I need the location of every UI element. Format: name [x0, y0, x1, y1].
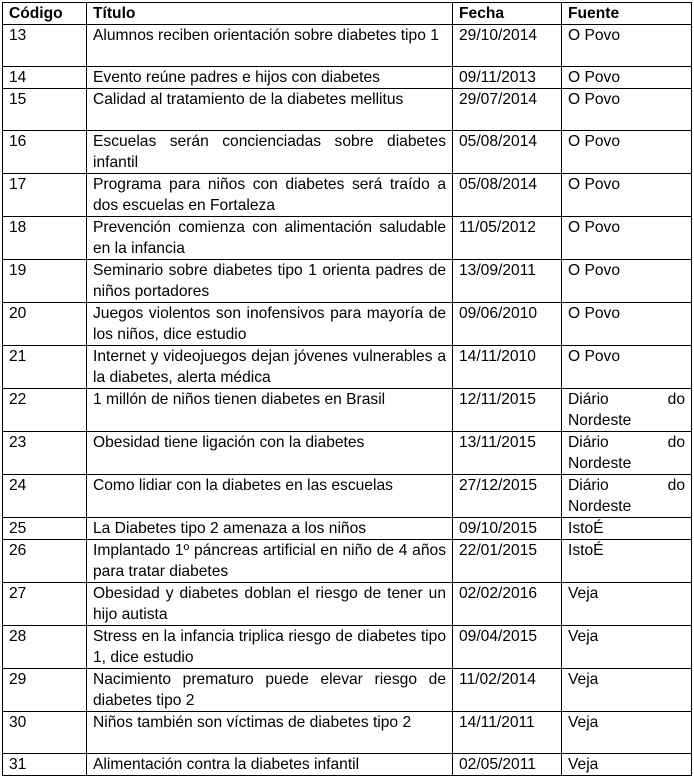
- header-source: Fuente: [562, 3, 692, 25]
- table-row: [3, 669, 692, 712]
- table-row: [3, 89, 692, 131]
- row-source: Veja: [562, 712, 692, 754]
- row-title: Evento reúne padres e hijos con diabetes: [87, 67, 453, 89]
- row-code: 14: [3, 67, 87, 89]
- row-source: Diário do Nordeste: [562, 475, 692, 518]
- row-title: Internet y videojuegos dejan jóvenes vulnerables a la diabetes, alerta médica: [87, 346, 453, 389]
- row-source: Veja: [562, 626, 692, 669]
- row-title: Obesidad tiene ligación con la diabetes: [87, 432, 453, 475]
- row-source: IstoÉ: [562, 518, 692, 540]
- row-code: 21: [3, 346, 87, 389]
- row-date: 05/08/2014: [453, 174, 562, 217]
- row-code: 31: [3, 754, 87, 776]
- table-row: [3, 303, 692, 346]
- row-date: 11/05/2012: [453, 217, 562, 260]
- table-row: [3, 583, 692, 626]
- row-source: Veja: [562, 583, 692, 626]
- row-title: Obesidad y diabetes doblan el riesgo de tener un hijo autista: [87, 583, 453, 626]
- table-row: [3, 131, 692, 174]
- row-code: 25: [3, 518, 87, 540]
- row-date: 11/02/2014: [453, 669, 562, 712]
- row-title: Seminario sobre diabetes tipo 1 orienta padres de niños portadores: [87, 260, 453, 303]
- row-date: 29/10/2014: [453, 25, 562, 67]
- row-source: O Povo: [562, 131, 692, 174]
- row-date: 22/01/2015: [453, 540, 562, 583]
- header-date: Fecha: [453, 3, 562, 25]
- row-code: 17: [3, 174, 87, 217]
- row-title: Alumnos reciben orientación sobre diabetes tipo 1: [87, 25, 453, 67]
- row-title: 1 millón de niños tienen diabetes en Brasil: [87, 389, 453, 432]
- header-title: Título: [87, 3, 453, 25]
- header-code: Código: [3, 3, 87, 25]
- row-source: IstoÉ: [562, 540, 692, 583]
- table-row: [3, 174, 692, 217]
- row-title: Implantado 1º páncreas artificial en niño de 4 años para tratar diabetes: [87, 540, 453, 583]
- news-table: [2, 2, 692, 776]
- row-code: 19: [3, 260, 87, 303]
- table-row: [3, 626, 692, 669]
- row-date: 14/11/2010: [453, 346, 562, 389]
- row-source: O Povo: [562, 174, 692, 217]
- row-source: O Povo: [562, 217, 692, 260]
- row-source: Diário do Nordeste: [562, 389, 692, 432]
- table-row: [3, 475, 692, 518]
- row-date: 09/06/2010: [453, 303, 562, 346]
- table-body: [3, 25, 692, 776]
- row-source: O Povo: [562, 303, 692, 346]
- row-title: La Diabetes tipo 2 amenaza a los niños: [87, 518, 453, 540]
- row-code: 26: [3, 540, 87, 583]
- row-date: 13/09/2011: [453, 260, 562, 303]
- row-date: 05/08/2014: [453, 131, 562, 174]
- row-code: 16: [3, 131, 87, 174]
- row-date: 13/11/2015: [453, 432, 562, 475]
- row-date: 09/04/2015: [453, 626, 562, 669]
- row-source: Veja: [562, 754, 692, 776]
- row-title: Programa para niños con diabetes será traído a dos escuelas en Fortaleza: [87, 174, 453, 217]
- row-title: Juegos violentos son inofensivos para mayoría de los niños, dice estudio: [87, 303, 453, 346]
- row-title: Nacimiento prematuro puede elevar riesgo de diabetes tipo 2: [87, 669, 453, 712]
- row-source: Diário do Nordeste: [562, 432, 692, 475]
- row-code: 13: [3, 25, 87, 67]
- row-code: 23: [3, 432, 87, 475]
- row-title: Niños también son víctimas de diabetes tipo 2: [87, 712, 453, 754]
- row-code: 20: [3, 303, 87, 346]
- row-title: Como lidiar con la diabetes en las escuelas: [87, 475, 453, 518]
- table-row: [3, 25, 692, 67]
- row-date: 14/11/2011: [453, 712, 562, 754]
- header-row: [3, 3, 692, 25]
- row-code: 30: [3, 712, 87, 754]
- row-code: 28: [3, 626, 87, 669]
- row-code: 29: [3, 669, 87, 712]
- row-code: 22: [3, 389, 87, 432]
- row-date: 09/11/2013: [453, 67, 562, 89]
- table-row: [3, 67, 692, 89]
- row-title: Calidad al tratamiento de la diabetes mellitus: [87, 89, 453, 131]
- row-code: 24: [3, 475, 87, 518]
- row-code: 27: [3, 583, 87, 626]
- row-source: O Povo: [562, 89, 692, 131]
- row-title: Escuelas serán concienciadas sobre diabetes infantil: [87, 131, 453, 174]
- row-date: 29/07/2014: [453, 89, 562, 131]
- row-date: 12/11/2015: [453, 389, 562, 432]
- row-source: Veja: [562, 669, 692, 712]
- row-date: 27/12/2015: [453, 475, 562, 518]
- row-source: O Povo: [562, 346, 692, 389]
- row-code: 15: [3, 89, 87, 131]
- table-row: [3, 389, 692, 432]
- row-code: 18: [3, 217, 87, 260]
- table-row: [3, 712, 692, 754]
- row-date: 02/05/2011: [453, 754, 562, 776]
- row-date: 09/10/2015: [453, 518, 562, 540]
- row-source: O Povo: [562, 67, 692, 89]
- table-row: [3, 518, 692, 540]
- table-row: [3, 540, 692, 583]
- table-row: [3, 754, 692, 776]
- row-source: O Povo: [562, 260, 692, 303]
- table-row: [3, 432, 692, 475]
- row-date: 02/02/2016: [453, 583, 562, 626]
- row-title: Alimentación contra la diabetes infantil: [87, 754, 453, 776]
- row-source: O Povo: [562, 25, 692, 67]
- row-title: Prevención comienza con alimentación saludable en la infancia: [87, 217, 453, 260]
- table-row: [3, 260, 692, 303]
- table-row: [3, 217, 692, 260]
- table-row: [3, 346, 692, 389]
- row-title: Stress en la infancia triplica riesgo de diabetes tipo 1, dice estudio: [87, 626, 453, 669]
